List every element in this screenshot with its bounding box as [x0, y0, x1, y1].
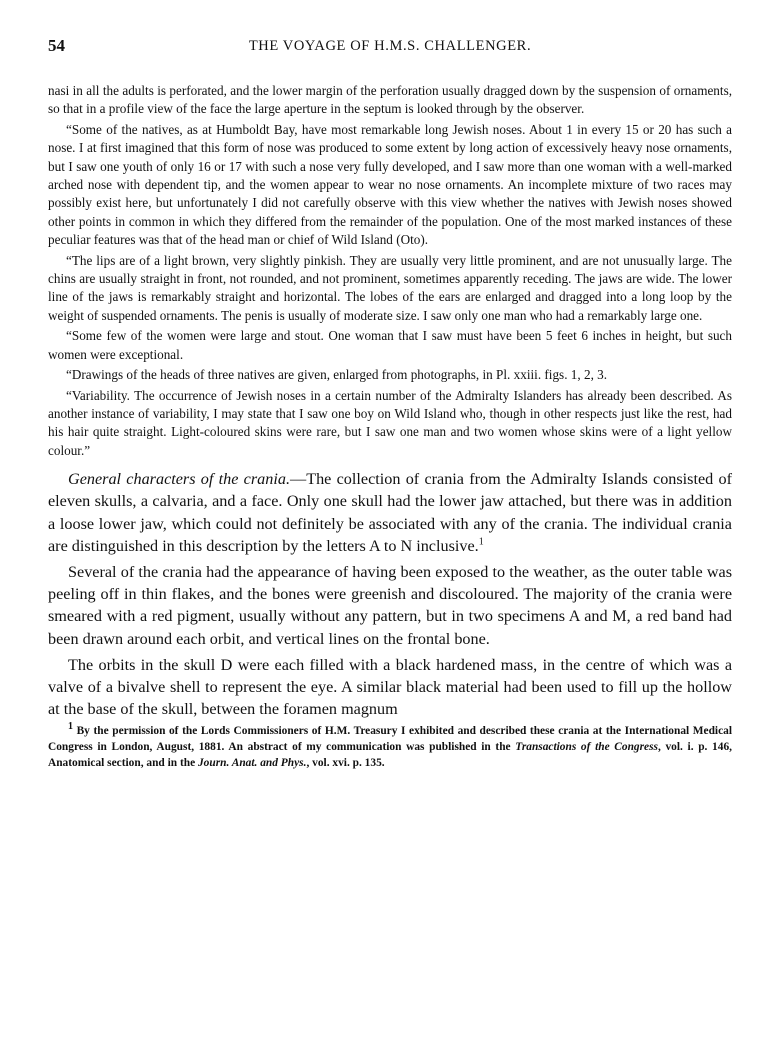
footnote-text-part2: , vol. i. p. 146, Anatomical section, and in the	[48, 740, 732, 769]
quote-paragraph: “Some few of the women were large and stout. One woman that I saw must have been 5 feet 6 inches in height, but such women were exceptional.	[48, 328, 732, 362]
footnote-italic-transactions: Transactions of the Congress	[515, 740, 658, 753]
footnote-text-part3: , vol. xvi. p. 135.	[306, 756, 385, 769]
page-header	[48, 36, 732, 66]
document-page	[48, 36, 732, 771]
running-title: THE VOYAGE OF H.M.S. CHALLENGER.	[248, 38, 532, 54]
body-paragraph: The orbits in the skull D were each filled with a black hardened mass, in the centre of which was a valve of a bivalve shell to represent the eye. A similar black material had been used to fill up the hollow at the base of the skull, between the foramen magnum	[48, 655, 732, 719]
footnote-text-part1: By the permission of the Lords Commissioners of H.M. Treasury I exhibited and described these crania at the International Medical Congress in London, August, 1881. An abstract of my communication was published in the	[48, 725, 732, 753]
section-first-text: The collection of crania from the Admiralty Islands consisted of eleven skulls, a calvaria, and a face. Only one skull had the lower jaw attached, but there was in addition a loose lower jaw, which could not definitely be associated with any of the crania. The individual crania are distinguished in this description by the letters A to N inclusive.	[48, 470, 732, 555]
quote-paragraph: nasi in all the adults is perforated, and the lower margin of the perforation usually dragged down by the suspension of ornaments, so that in a profile view of the face the large aperture in the septum is looked through by the observer.	[48, 83, 732, 117]
page-number: 54	[48, 36, 65, 55]
quote-paragraph: “Some of the natives, as at Humboldt Bay, have most remarkable long Jewish noses. About 1 in every 15 or 20 has such a nose. I at first imagined that this form of nose was produced to some extent by long action of excessively heavy nose ornaments, but I saw one youth of only 16 or 17 with such a nose very fully developed, and I saw more than one woman with a well-marked arched nose with dependent tip, and the women appear to wear no nose ornaments. An incomplete mixture of two races may possibly exist here, but unfortunately I did not carefully observe with this view whether the natives with Jewish noses showed other points in common in which they differed from the remainder of the population. One of the most marked instances of these peculiar features was that of the head man or chief of Wild Island (Oto).	[48, 121, 732, 248]
body-paragraph: Several of the crania had the appearance of having been exposed to the weather, as the outer table was peeling off in thin flakes, and the bones were greenish and discoloured. The majority of the crania were smeared with a red pigment, usually without any pattern, but in two specimens A and M, a red band had been drawn around each orbit, and vertical lines on the frontal bone.	[48, 562, 732, 648]
heading-dash: —	[290, 470, 307, 489]
quote-paragraph: “Variability. The occurrence of Jewish noses in a certain number of the Admiralty Islanders has already been described. As another instance of variability, I may state that I saw one boy on Wild Island who, though in other respects just like the rest, had his hair quite straight. Light-coloured skins were rare, but I saw one man and two women whose skins were of a light yellow colour.”	[48, 387, 732, 458]
footnote	[48, 721, 732, 771]
quote-paragraph: “Drawings of the heads of three natives are given, enlarged from photographs, in Pl. xxiii. figs. 1, 2, 3.	[66, 367, 608, 383]
section-heading: General characters of the crania.	[68, 470, 290, 489]
footnote-reference[interactable]: 1	[478, 536, 484, 548]
section-first-paragraph	[48, 468, 732, 557]
main-text	[48, 468, 732, 720]
footnote-italic-journal: Journ. Anat. and Phys.	[197, 756, 307, 769]
quote-paragraph: “The lips are of a light brown, very slightly pinkish. They are usually very little prominent, and are not unusually large. The chins are usually straight in front, not rounded, and not prominent, sometimes apparently receding. The jaws are wide. The lower line of the jaws is remarkably straight and horizontal. The lobes of the ears are enlarged and dragged into a long loop by the weight of suspended ornaments. The penis is usually of moderate size. I saw only one man who had a remarkably large one.	[48, 252, 732, 323]
footnote-marker: 1	[68, 721, 73, 733]
quoted-notes	[48, 82, 732, 460]
